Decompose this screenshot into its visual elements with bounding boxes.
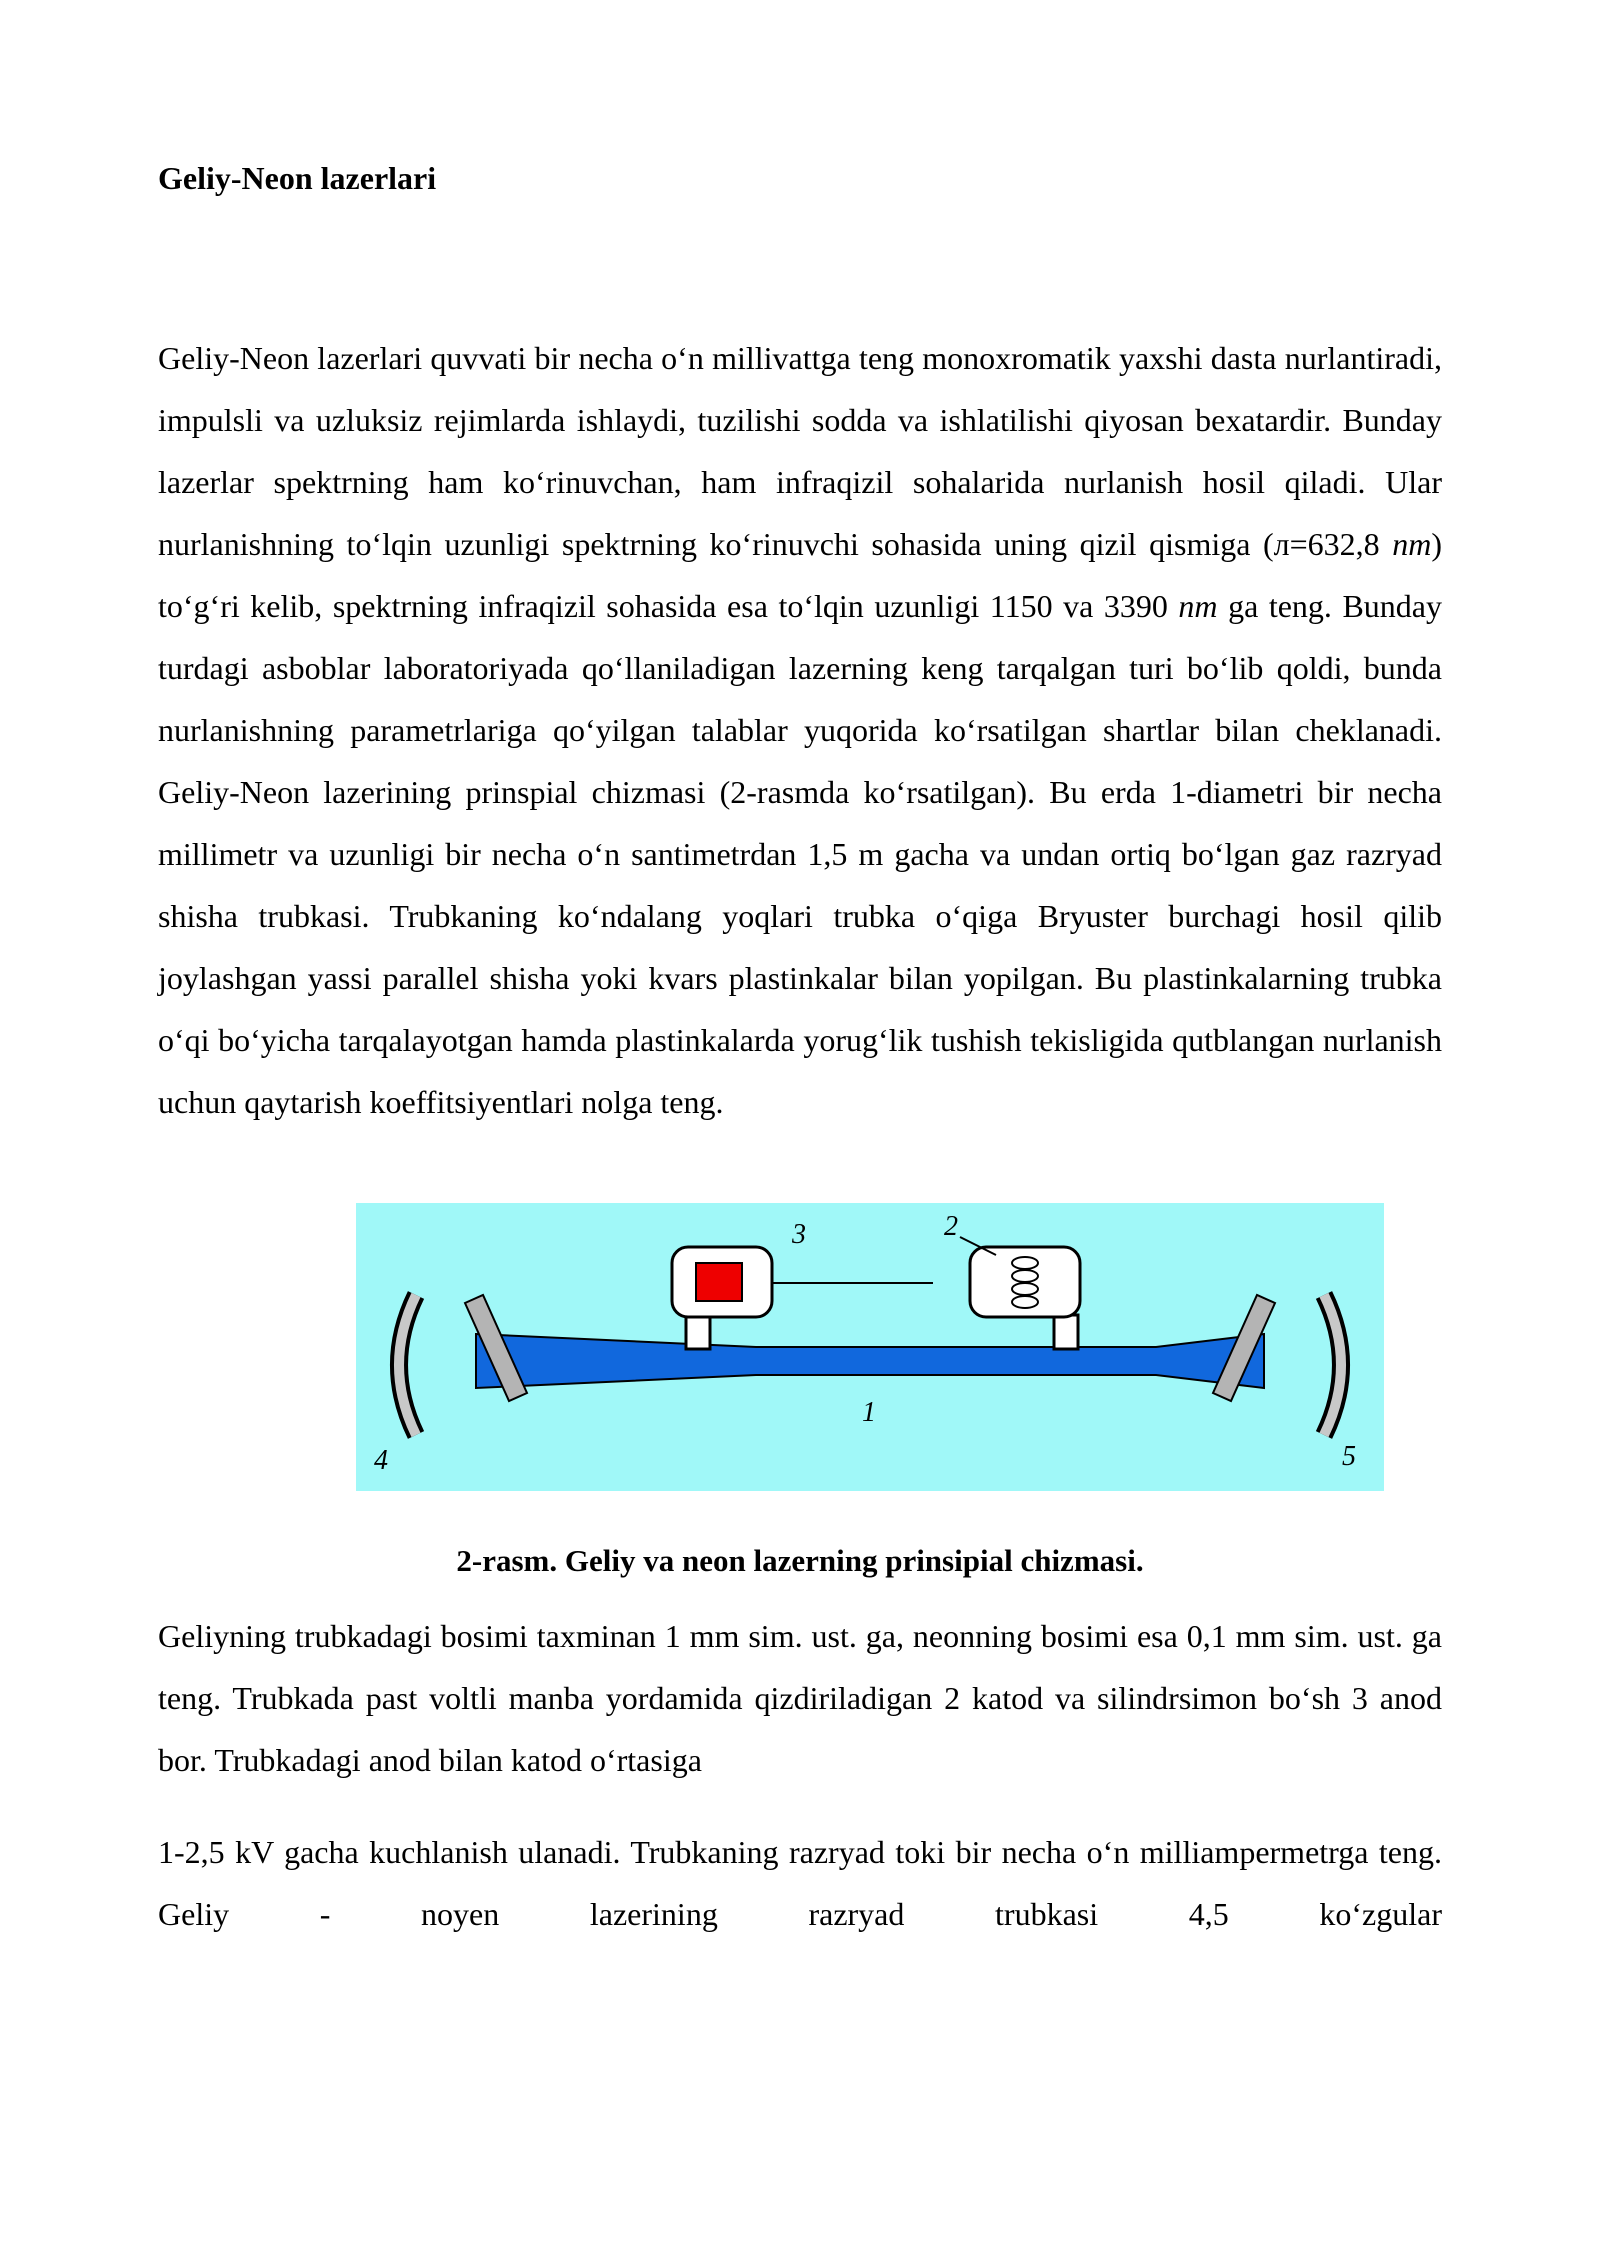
intro-text-2: ) to‘g‘ri kelib, spektrning infraqizil sohasida esa to‘lqin uzunligi 1150 va 3390 (158, 526, 1442, 624)
cathode-block (970, 1247, 1080, 1317)
anode-element (696, 1263, 742, 1301)
anode-block (672, 1247, 772, 1317)
cathode-pipe (1054, 1315, 1078, 1349)
label-mirror-right: 5 (1342, 1441, 1356, 1472)
intro-text-3: ga teng. Bunday turdagi asboblar laboratoriyada qo‘llaniladigan lazerning keng tarqalgan turi bo‘lib qoldi, bunda nurlanishning parametrlariga qo‘yilgan talablar yuqorida ko‘rsatilgan shartlar bilan cheklanadi. Geliy-Neon lazerining prinspial chizmasi (2-rasmda ko‘rsatilgan). Bu erda 1-diametri bir necha millimetr va uzunligi bir necha o‘n santimetrdan 1,5 m gacha va undan ortiq bo‘lgan gaz razryad shisha trubkasi. Trubkaning ko‘ndalang yoqlari trubka o‘qiga Bryuster burchagi hosil qilib joylashgan yassi parallel shisha yoki kvars plastinkalar bilan yopilgan. Bu plastinkalarning trubka o‘qi bo‘yicha tarqalayotgan hamda plastinkalarda yorug‘lik tushish tekisligida qutblangan nurlanish uchun qaytarish koeffitsiyentlari nolga teng. (158, 588, 1442, 1120)
laser-schematic-figure (356, 1203, 1384, 1491)
label-mirror-left: 4 (374, 1445, 388, 1476)
figure-caption: 2-rasm. Geliy va neon lazerning prinsipial chizmasi. (456, 1543, 1144, 1578)
laser-diagram-svg (356, 1203, 1384, 1491)
label-cathode: 2 (944, 1211, 958, 1242)
paragraph-pressure: Geliyning trubkadagi bosimi taxminan 1 mm sim. ust. ga, neonning bosimi esa 0,1 mm sim. ust. ga teng. Trubkada past voltli manba yordamida qizdiriladigan 2 katod va silindrsimon bo‘sh 3 anod bor. Trubkadagi anod bilan katod o‘rtasiga (158, 1618, 1442, 1778)
paragraph-intro (158, 327, 1442, 1133)
paragraph-voltage: 1-2,5 kV gacha kuchlanish ulanadi. Trubkaning razryad toki bir necha o‘n milliampermetrga teng. Geliy - noyen lazerining razryad trubkasi 4,5 ko‘zgular (158, 1834, 1442, 1932)
intro-text-1: Geliy-Neon lazerlari quvvati bir necha o‘n millivattga teng monoxromatik yaxshi dasta nurlantiradi, impulsli va uzluksiz rejimlarda ishlaydi, tuzilishi sodda va ishlatilishi qiyosan bexatardir. Bunday lazerlar spektrning ham ko‘rinuvchan, ham infraqizil sohalarida nurlanish hosil qiladi. Ular nurlanishning to‘lqin uzunligi spektrning ko‘rinuvchi sohasida uning qizil qismiga (л=632,8 (158, 340, 1442, 562)
unit-nm-italic-2: nm (1178, 588, 1218, 624)
anode-pipe (686, 1315, 710, 1349)
page-title: Geliy-Neon lazerlari (158, 160, 437, 196)
label-anode: 3 (792, 1219, 806, 1250)
label-tube: 1 (862, 1397, 876, 1428)
unit-nm-italic-1: nm (1392, 526, 1432, 562)
